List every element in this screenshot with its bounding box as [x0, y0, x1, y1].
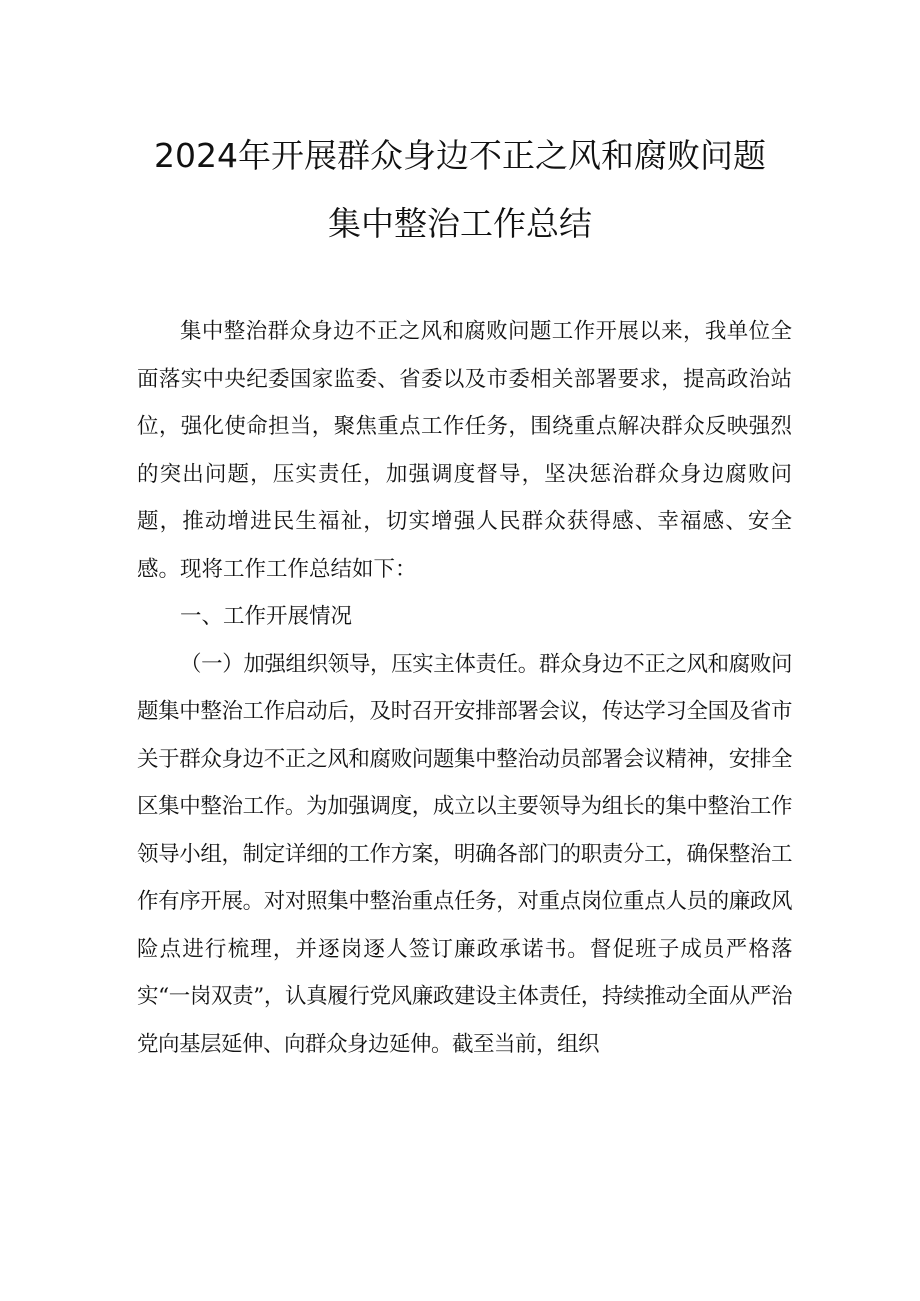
document-body [137, 308, 792, 1068]
document-title-line-2: 集中整治工作总结 [328, 204, 592, 243]
subsection-paragraph: （一）加强组织领导，压实主体责任。群众身边不正之风和腐败问题集中整治工作启动后，及时召开安排部署会议，传达学习全国及省市关于群众身边不正之风和腐败问题集中整治动员部署会议精神，安排全区集中整治工作。为加强调度，成立以主要领导为组长的集中整治工作领导小组，制定详细的工作方案，明确各部门的职责分工，确保整治工作有序开展。对对照集中整治重点任务，对重点岗位重点人员的廉政风险点进行梳理，并逐岗逐人签订廉政承诺书。督促班子成员严格落实“一岗双责”，认真履行党风廉政建设主体责任，持续推动全面从严治党向基层延伸、向群众身边延伸。截至当前，组织 [137, 651, 792, 1057]
section-heading: 一、工作开展情况 [180, 604, 353, 629]
intro-paragraph: 集中整治群众身边不正之风和腐败问题工作开展以来，我单位全面落实中央纪委国家监委、省委以及市委相关部署要求，提高政治站位，强化使命担当，聚焦重点工作任务，围绕重点解决群众反映强烈的突出问题，压实责任，加强调度督导，坚决惩治群众身边腐败问题，推动增进民生福祉，切实增强人民群众获得感、幸福感、安全感。现将工作工作总结如下： [137, 319, 792, 582]
document-title-line-1: 2024年开展群众身边不正之风和腐败问题 [154, 136, 766, 175]
